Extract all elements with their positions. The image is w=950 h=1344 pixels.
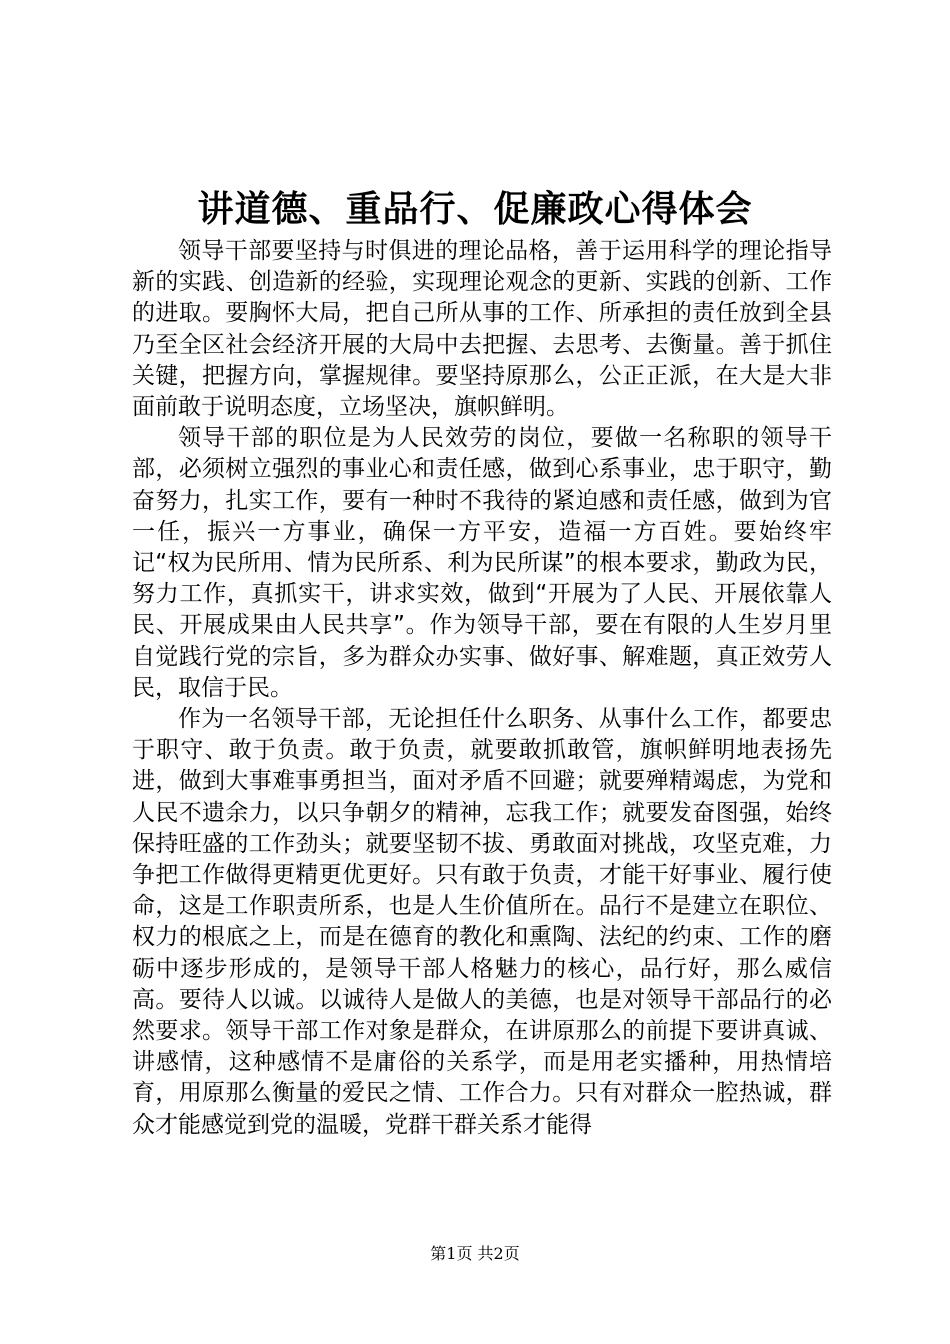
document-title: 讲道德、重品行、促廉政心得体会 bbox=[197, 188, 753, 230]
paragraph: 领导干部的职位是为人民效劳的岗位，要做一名称职的领导干部，必须树立强烈的事业心和责任感，做到心系事业，忠于职守，勤奋努力，扎实工作，要有一种时不我待的紧迫感和责任感，做到为官一任，振兴一方事业，确保一方平安，造福一方百姓。要始终牢记“权为民所用、情为民所系、利为民所谋”的根本要求，勤政为民，努力工作，真抓实干，讲求实效，做到“开展为了人民、开展依靠人民、开展成果由人民共享”。作为领导干部，要在有限的人生岁月里自觉践行党的宗旨，多为群众办实事、做好事、解难题，真正效劳人民，取信于民。 bbox=[132, 425, 832, 701]
page-footer: 第1页 共2页 bbox=[430, 1244, 520, 1263]
paragraph: 领导干部要坚持与时俱进的理论品格，善于运用科学的理论指导新的实践、创造新的经验，实现理论观念的更新、实践的创新、工作的进取。要胸怀大局，把自己所从事的工作、所承担的责任放到全县乃至全区社会经济开展的大局中去把握、去思考、去衡量。善于抓住关键，把握方向，掌握规律。要坚持原那么，公正正派，在大是大非面前敢于说明态度，立场坚决，旗帜鲜明。 bbox=[132, 238, 832, 421]
document-body bbox=[132, 236, 832, 1141]
paragraph: 作为一名领导干部，无论担任什么职务、从事什么工作，都要忠于职守、敢于负责。敢于负责，就要敢抓敢管，旗帜鲜明地表扬先进，做到大事难事勇担当，面对矛盾不回避；就要殚精竭虑，为党和人民不遗余力，以只争朝夕的精神，忘我工作；就要发奋图强，始终保持旺盛的工作劲头；就要坚韧不拔、勇敢面对挑战，攻坚克难，力争把工作做得更精更优更好。只有敢于负责，才能干好事业、履行使命，这是工作职责所系，也是人生价值所在。品行不是建立在职位、权力的根底之上，而是在德育的教化和熏陶、法纪的约束、工作的磨砺中逐步形成的，是领导干部人格魅力的核心，品行好，那么威信高。要待人以诚。以诚待人是做人的美德，也是对领导干部品行的必然要求。领导干部工作对象是群众，在讲原那么的前提下要讲真诚、讲感情，这种感情不是庸俗的关系学，而是用老实播种，用热情培育，用原那么衡量的爱民之情、工作合力。只有对群众一腔热诚，群众才能感觉到党的温暖，党群干群关系才能得 bbox=[132, 706, 832, 1138]
